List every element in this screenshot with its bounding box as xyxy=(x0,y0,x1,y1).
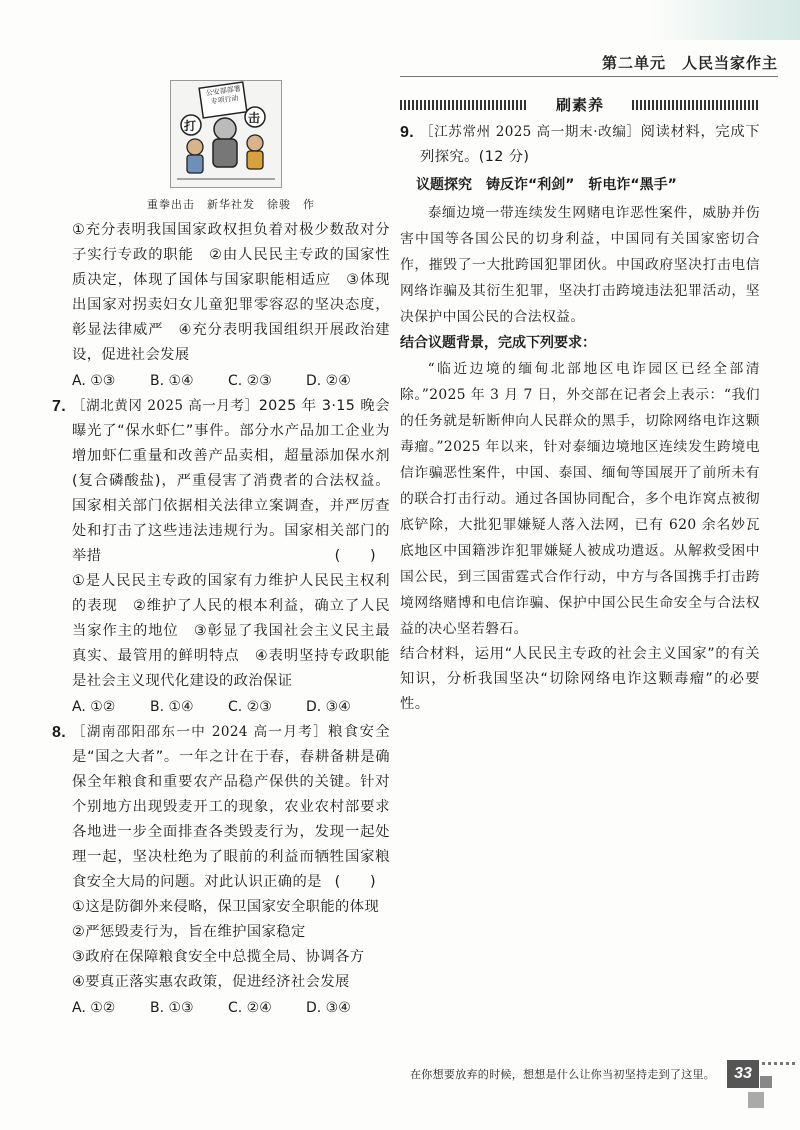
q8-number: 8. xyxy=(52,724,67,741)
choice-c[interactable]: C. ②③ xyxy=(228,699,272,715)
corner-decoration xyxy=(650,0,800,40)
choice-b[interactable]: B. ①④ xyxy=(150,373,194,389)
choice-d[interactable]: D. ②④ xyxy=(306,373,351,389)
choice-d[interactable]: D. ③④ xyxy=(306,1000,351,1016)
left-column xyxy=(52,80,391,1021)
q8-option-4: ④要真正落实惠农政策，促进经济社会发展 xyxy=(72,974,350,990)
question-9 xyxy=(400,120,760,170)
q7-options: ①是人民民主专政的国家有力维护人民民主权利的表现 ②维护了人民的根本利益，确立了人民当家作主的地位 ③彰显了我国社会主义民主最真实、最管用的鲜明特点 ④表明坚持专政职能是社会主义现代化建设的政治保证 xyxy=(72,573,390,689)
q8-option-2: ②严惩毁麦行为，旨在维护国家稳定 xyxy=(72,924,306,940)
q7-number: 7. xyxy=(52,398,67,415)
q6-options: ①充分表明我国国家政权担负着对极少数敌对分子实行专政的职能 ②由人民民主专政的国家性质决定，体现了国体与国家职能相适应 ③体现出国家对拐卖妇女儿童犯罪零容忍的坚决态度，彰显法律威严 ④充分表明我国组织开展政治建设，促进社会发展 xyxy=(72,222,390,363)
section-banner xyxy=(400,94,760,116)
page-deco-square xyxy=(760,1076,772,1088)
q8-source: ［湖南邵阳邵东一中 2024 高一月考］ xyxy=(72,724,329,740)
choice-a[interactable]: A. ①② xyxy=(72,699,116,715)
q9-task: 结合材料，运用“人民民主专政的社会主义国家”的有关知识，分析我国坚决“切除网络电诈这颗毒瘤”的必要性。 xyxy=(400,646,760,712)
q8-choices xyxy=(72,995,390,1021)
cartoon-illustration xyxy=(170,80,282,188)
question-8 xyxy=(52,720,390,895)
q7-answer-blank[interactable]: ( ) xyxy=(334,548,376,564)
q8-stem: 粮食安全是“国之大者”。一年之计在于春，春耕备耕是确保全年粮食和重要农产品稳产保供的关键。针对个别地方出现毁麦开工的现象，农业农村部要求各地进一步全面排查各类毁麦行为，发现一起处理一起，坚决杜绝为了眼前的利益而牺牲国家粮食安全大局的问题。对此认识正确的是 xyxy=(72,724,390,890)
footer-motto: 在你想要放弃的时候，想想是什么让你当初坚持走到了这里。 xyxy=(410,1068,716,1081)
q9-number: 9. xyxy=(400,124,415,141)
q7-choices xyxy=(72,694,390,720)
footer-dots xyxy=(762,1062,798,1065)
q7-source: ［湖北黄冈 2025 高一月考］ xyxy=(72,398,259,414)
q9-topic: 议题探究 铸反诈“利剑” 斩电诈“黑手” xyxy=(416,177,677,193)
choice-c[interactable]: C. ②③ xyxy=(228,373,272,389)
question-7 xyxy=(52,394,391,569)
q9-background: 泰缅边境一带连续发生网赌电诈恶性案件，威胁并伤害中国等各国公民的切身利益，中国同有关国家密切合作，摧毁了一大批跨国犯罪团伙。中国政府坚决打击电信网络诈骗及其衍生犯罪，坚决打击跨境违法犯罪活动，坚决保护中国公民的合法权益。 xyxy=(400,205,760,325)
choice-b[interactable]: B. ①④ xyxy=(150,699,194,715)
q7-stem: 2025 年 3·15 晚会曝光了“保水虾仁”事件。部分水产品加工企业为增加虾仁重量和改善产品卖相，超量添加保水剂(复合磷酸盐)，严重侵害了消费者的合法权益。国家相关部门依据相关法律立案调查，并严厉查处和打击了这些违法违规行为。国家相关部门的举措 xyxy=(72,398,391,564)
right-column xyxy=(400,94,760,717)
choice-d[interactable]: D. ③④ xyxy=(306,699,351,715)
banner-stripe-right xyxy=(632,100,760,110)
page-deco-square xyxy=(748,1092,764,1108)
choice-a[interactable]: A. ①③ xyxy=(72,373,116,389)
q8-option-1: ①这是防御外来侵略，保卫国家安全职能的体现 xyxy=(72,899,380,915)
header-rule xyxy=(400,76,778,77)
q9-material: “临近边境的缅甸北部地区电诈园区已经全部清除。”2025 年 3 月 7 日，外交部在记者会上表示：“我们的任务就是斩断伸向人民群众的黑手，切除网络电诈这颗毒瘤。”2025 年以来，针对泰缅边境地区连续发生跨境电信诈骗恶性案件，中国、泰国、缅甸等国展开了前所未有的联合打击行动。通过各国协同配合，多个电诈窝点被彻底铲除，大批犯罪嫌疑人落入法网，已有 620 余名妙瓦底地区中国籍涉诈犯罪嫌疑人被成功遣返。从解救受困中国公民，到三国雷霆式合作行动，中方与各国携手打击跨境网络赌博和电信诈骗、保护中国公民生命安全与合法权益的决心坚若磐石。 xyxy=(400,361,760,637)
q9-requirement: 结合议题背景，完成下列要求： xyxy=(400,335,596,351)
choice-c[interactable]: C. ②④ xyxy=(228,1000,272,1016)
q8-answer-blank[interactable]: ( ) xyxy=(334,874,376,890)
running-header: 第二单元 人民当家作主 xyxy=(601,54,778,72)
cartoon-caption: 重拳出击 新华社发 徐骏 作 xyxy=(147,198,315,211)
q6-choices xyxy=(72,368,390,394)
q9-stem: 阅读材料，完成下列探究。(12 分) xyxy=(420,124,760,165)
section-title: 刷素养 xyxy=(555,96,604,114)
cartoon-sign-text: 公安部部署专项行动 xyxy=(205,84,242,106)
choice-b[interactable]: B. ①③ xyxy=(150,1000,194,1016)
page-number: 33 xyxy=(727,1060,759,1088)
q8-option-3: ③政府在保障粮食安全中总揽全局、协调各方 xyxy=(72,949,365,965)
choice-a[interactable]: A. ①② xyxy=(72,1000,116,1016)
cartoon-bubble-left: 打 xyxy=(184,119,197,133)
cartoon-bubble-right: 击 xyxy=(248,111,261,125)
q9-source: ［江苏常州 2025 高一期末·改编］ xyxy=(420,124,641,140)
